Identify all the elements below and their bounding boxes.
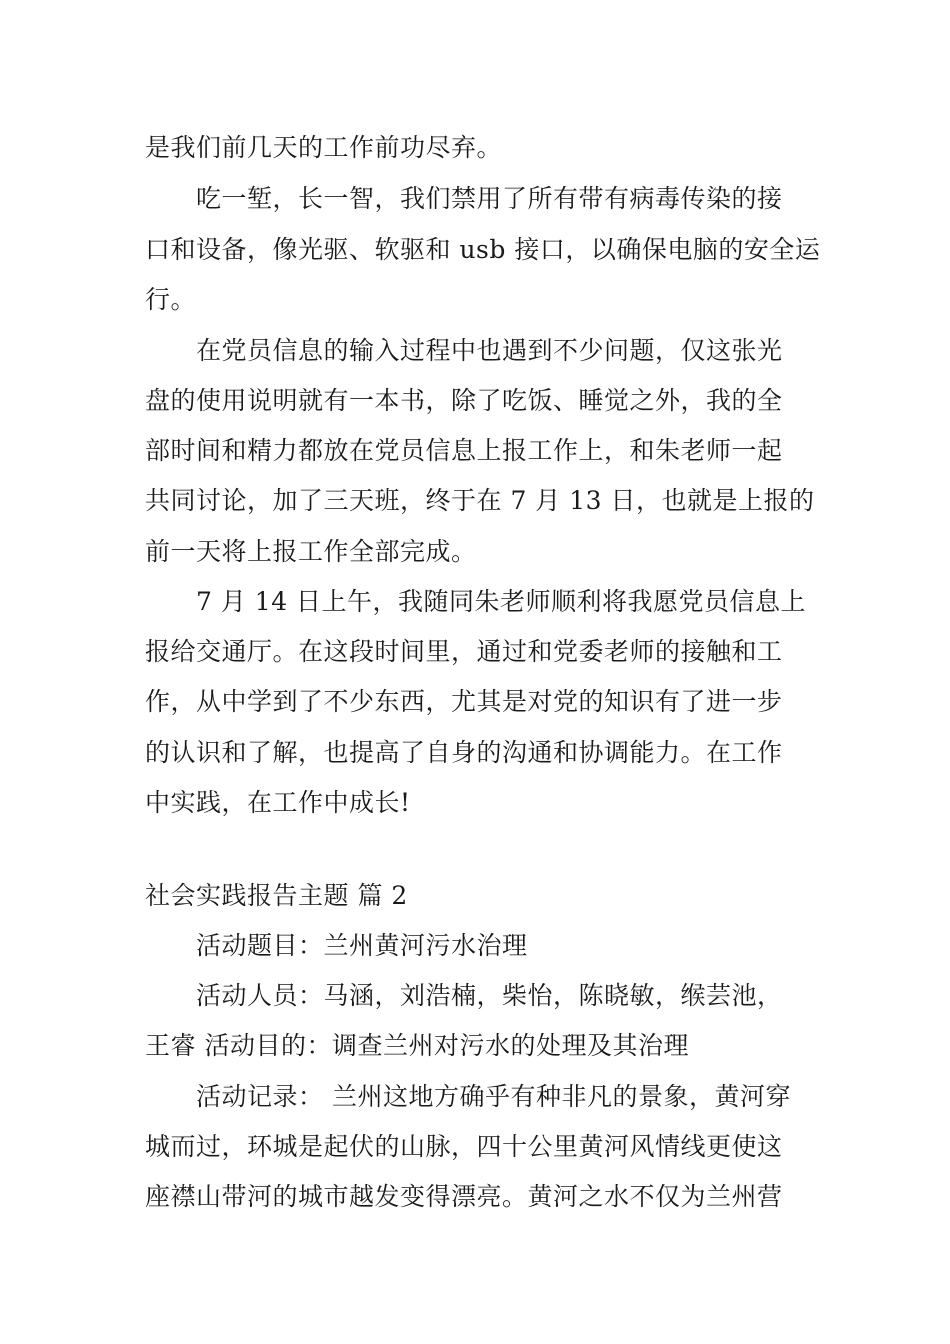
activity-people-line1: 活动人员：马涵，刘浩楠，柴怡，陈晓敏，缑芸池，	[196, 981, 783, 1010]
para4-line5: 中实践，在工作中成长!	[145, 788, 411, 817]
para4-line3: 作，从中学到了不少东西，尤其是对党的知识有了进一步	[145, 687, 783, 716]
activity-record-line3: 座襟山带河的城市越发变得漂亮。黄河之水不仅为兰州营	[145, 1182, 783, 1211]
section-heading: 社会实践报告主题 篇 2	[145, 881, 408, 910]
para2-line3: 行。	[145, 285, 197, 314]
para2-line2: 口和设备，像光驱、软驱和 usb 接口，以确保电脑的安全运	[145, 235, 821, 264]
para4-line2: 报给交通厅。在这段时间里，通过和党委老师的接触和工	[145, 637, 783, 666]
activity-record-line1: 活动记录： 兰州这地方确乎有种非凡的景象，黄河穿	[196, 1082, 791, 1111]
para2-line1: 吃一堑，长一智，我们禁用了所有带有病毒传染的接	[196, 184, 783, 213]
para3-line3: 部时间和精力都放在党员信息上报工作上，和朱老师一起	[145, 436, 783, 465]
para3-line1: 在党员信息的输入过程中也遇到不少问题，仅这张光	[196, 336, 783, 365]
para4-line4: 的认识和了解，也提高了自身的沟通和协调能力。在工作	[145, 738, 783, 767]
para4-line1: 7 月 14 日上午，我随同朱老师顺利将我愿党员信息上	[196, 587, 807, 616]
para3-line2: 盘的使用说明就有一本书，除了吃饭、睡觉之外，我的全	[145, 386, 783, 415]
activity-record-line2: 城而过，环城是起伏的山脉，四十公里黄河风情线更使这	[145, 1132, 783, 1161]
para1-line1: 是我们前几天的工作前功尽弃。	[145, 133, 503, 162]
para3-line4: 共同讨论，加了三天班，终于在 7 月 13 日，也就是上报的	[145, 486, 815, 515]
activity-people-line2: 王睿 活动目的：调查兰州对污水的处理及其治理	[145, 1031, 689, 1060]
activity-title: 活动题目：兰州黄河污水治理	[196, 931, 528, 960]
para3-line5: 前一天将上报工作全部完成。	[145, 537, 477, 566]
